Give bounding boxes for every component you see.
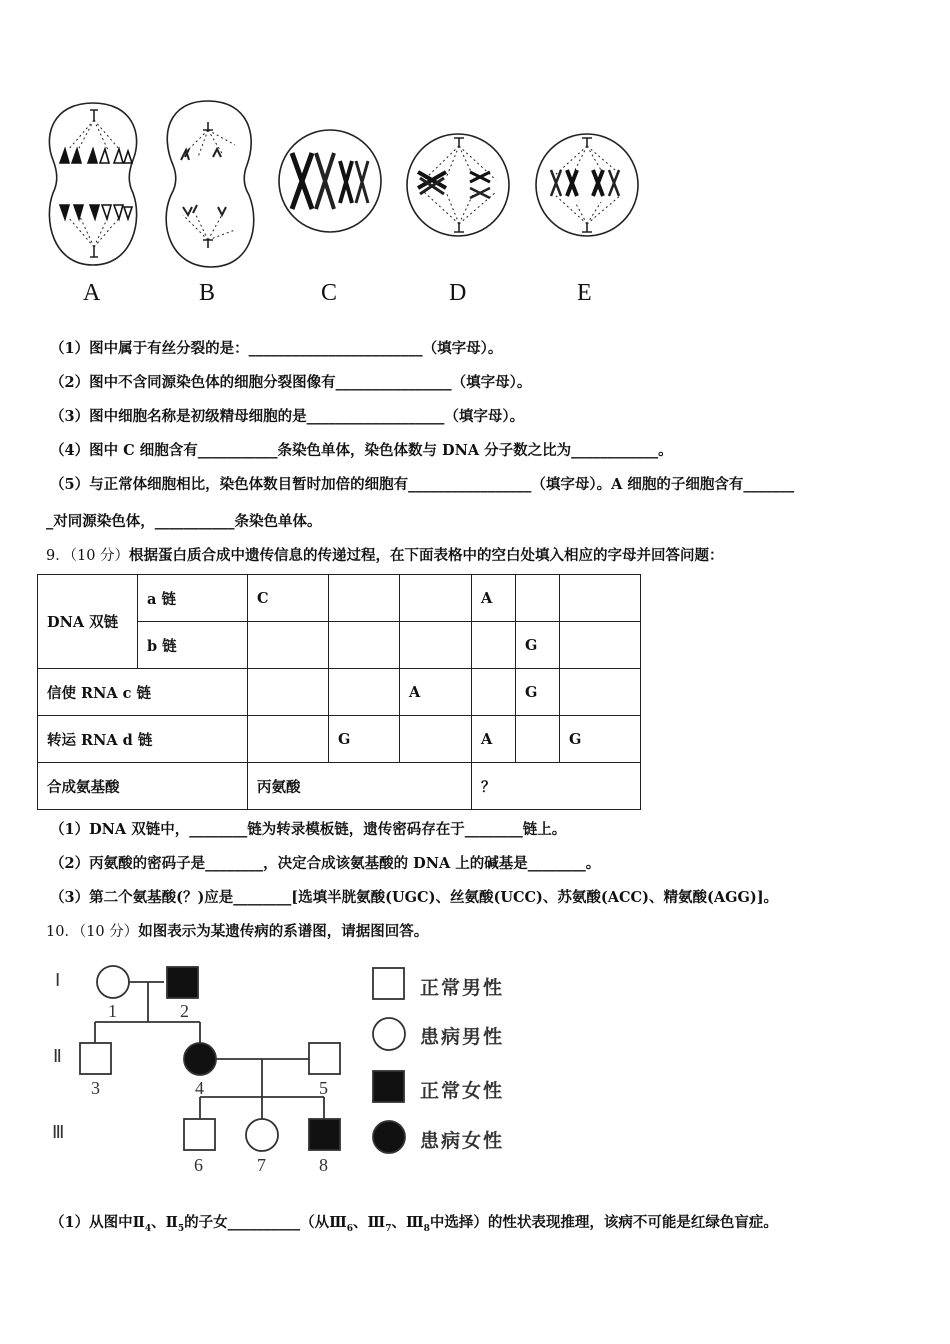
table-cell: G (560, 716, 641, 763)
table-cell: G (329, 716, 400, 763)
q10-text: 如图表示为某遗传病的系谱图，请据图回答。 (138, 923, 429, 940)
table-cell: A (472, 716, 516, 763)
individual-label-8: 8 (319, 1155, 328, 1175)
table-row (38, 575, 641, 622)
table-cell (560, 575, 641, 622)
table-cell (329, 622, 400, 669)
cell-label-b: B (199, 280, 216, 306)
q8-sub4: （4）图中 C 细胞含有___________条染色单体，染色体数与 DNA 分子数之比为____________。 (50, 442, 673, 459)
cell-d-drawing (407, 134, 509, 236)
individual-label-4: 4 (195, 1078, 204, 1098)
amino-acid-label-cell: 合成氨基酸 (38, 763, 248, 810)
legend-symbol-affected-male (373, 1018, 405, 1050)
generation-label-1: Ⅰ (55, 970, 61, 990)
generation-label-2: Ⅱ (53, 1046, 62, 1066)
table-cell (472, 622, 516, 669)
table-cell: G (516, 622, 560, 669)
table-row (38, 716, 641, 763)
cell-label-d: D (449, 280, 467, 306)
cell-label-e: E (577, 280, 592, 306)
q10-sub1: （1）从图中$Ⅱ_4$、$Ⅱ_5$的子女__________（从$Ⅲ_6$、$Ⅲ_7$、$Ⅲ_8$中选择）的性状表现推理，该病不可能是红绿色盲症。 (50, 1214, 778, 1234)
q8-sub5-line1: （5）与正常体细胞相比，染色体数目暂时加倍的细胞有_________________（填字母）。A 细胞的子细胞含有_______ (50, 476, 795, 493)
table-cell (248, 622, 329, 669)
table-cell: A (400, 669, 472, 716)
individual-3 (80, 1043, 111, 1074)
genetic-info-table (37, 574, 641, 810)
q9-sub1: （1）DNA 双链中，________链为转录模板链，遗传密码存在于________链上。 (50, 821, 567, 838)
individual-label-3: 3 (91, 1078, 100, 1098)
cell-division-figure (38, 95, 648, 275)
cell-label-c: C (321, 280, 338, 306)
trna-label-cell: 转运 RNA d 链 (38, 716, 248, 763)
cell-b-drawing (166, 101, 254, 267)
legend-label-2: 患病男性 (420, 1026, 505, 1048)
mrna-label-cell: 信使 RNA c 链 (38, 669, 248, 716)
table-cell (400, 716, 472, 763)
q10-score: （10 分） (78, 924, 139, 940)
table-cell (516, 575, 560, 622)
q8-sub3: （3）图中细胞名称是初级精母细胞的是___________________（填字母）。 (50, 408, 525, 425)
table-cell (329, 575, 400, 622)
amino-acid-2: ？ (472, 763, 641, 810)
cell-e-drawing (536, 134, 638, 236)
cell-label-a: A (83, 280, 101, 306)
legend-label-3: 正常女性 (420, 1080, 505, 1102)
table-cell (400, 622, 472, 669)
individual-label-6: 6 (194, 1155, 203, 1175)
b-chain-label: b 链 (138, 622, 248, 669)
legend-symbol-normal-male (373, 968, 404, 999)
individual-7 (246, 1119, 278, 1151)
q10-number: 10． (46, 924, 79, 940)
legend-label-4: 患病女性 (420, 1130, 505, 1152)
table-cell (560, 669, 641, 716)
individual-label-5: 5 (319, 1078, 328, 1098)
table-cell (560, 622, 641, 669)
table-cell (516, 716, 560, 763)
q8-sub1: （1）图中属于有丝分裂的是：________________________（填字母）。 (50, 340, 503, 357)
table-cell (329, 669, 400, 716)
table-cell (472, 669, 516, 716)
individual-8 (309, 1119, 340, 1150)
legend-symbol-normal-female (373, 1071, 404, 1102)
dna-label-cell: DNA 双链 (38, 575, 138, 669)
pedigree-legend (370, 965, 410, 1165)
table-cell (248, 669, 329, 716)
table-cell (248, 716, 329, 763)
individual-2 (167, 967, 198, 998)
q9-text: 根据蛋白质合成中遗传信息的传递过程，在下面表格中的空白处填入相应的字母并回答问题： (129, 547, 724, 564)
individual-4 (184, 1043, 216, 1075)
individual-label-1: 1 (108, 1001, 117, 1021)
legend-label-1: 正常男性 (420, 977, 505, 999)
individual-1 (97, 966, 129, 998)
pedigree-chart (40, 955, 360, 1185)
cell-a-drawing (49, 103, 136, 265)
table-cell: A (472, 575, 516, 622)
individual-6 (184, 1119, 215, 1150)
q9-sub2: （2）丙氨酸的密码子是________，决定合成该氨基酸的 DNA 上的碱基是________。 (50, 855, 601, 872)
generation-label-3: Ⅲ (52, 1122, 65, 1142)
table-cell: G (516, 669, 560, 716)
amino-acid-1: 丙氨酸 (248, 763, 472, 810)
q9-heading (46, 544, 724, 565)
a-chain-label: a 链 (138, 575, 248, 622)
q9-number: 9． (46, 548, 70, 564)
q9-score: （10 分） (69, 548, 130, 564)
q8-sub2: （2）图中不含同源染色体的细胞分裂图像有________________（填字母）。 (50, 374, 532, 391)
q9-sub3: （3）第二个氨基酸(？)应是________[选填半胱氨酸(UGC)、丝氨酸(UCC)、苏氨酸(ACC)、精氨酸(AGG)]。 (50, 889, 779, 906)
individual-label-2: 2 (180, 1001, 189, 1021)
individual-5 (309, 1043, 340, 1074)
individual-label-7: 7 (257, 1155, 266, 1175)
q8-sub5-line2: _对同源染色体，___________条染色单体。 (46, 513, 322, 530)
table-cell: C (248, 575, 329, 622)
table-row (38, 763, 641, 810)
legend-symbol-affected-female (373, 1121, 405, 1153)
table-row (38, 669, 641, 716)
cell-c-drawing (279, 130, 381, 232)
q10-heading (46, 920, 428, 941)
table-cell (400, 575, 472, 622)
